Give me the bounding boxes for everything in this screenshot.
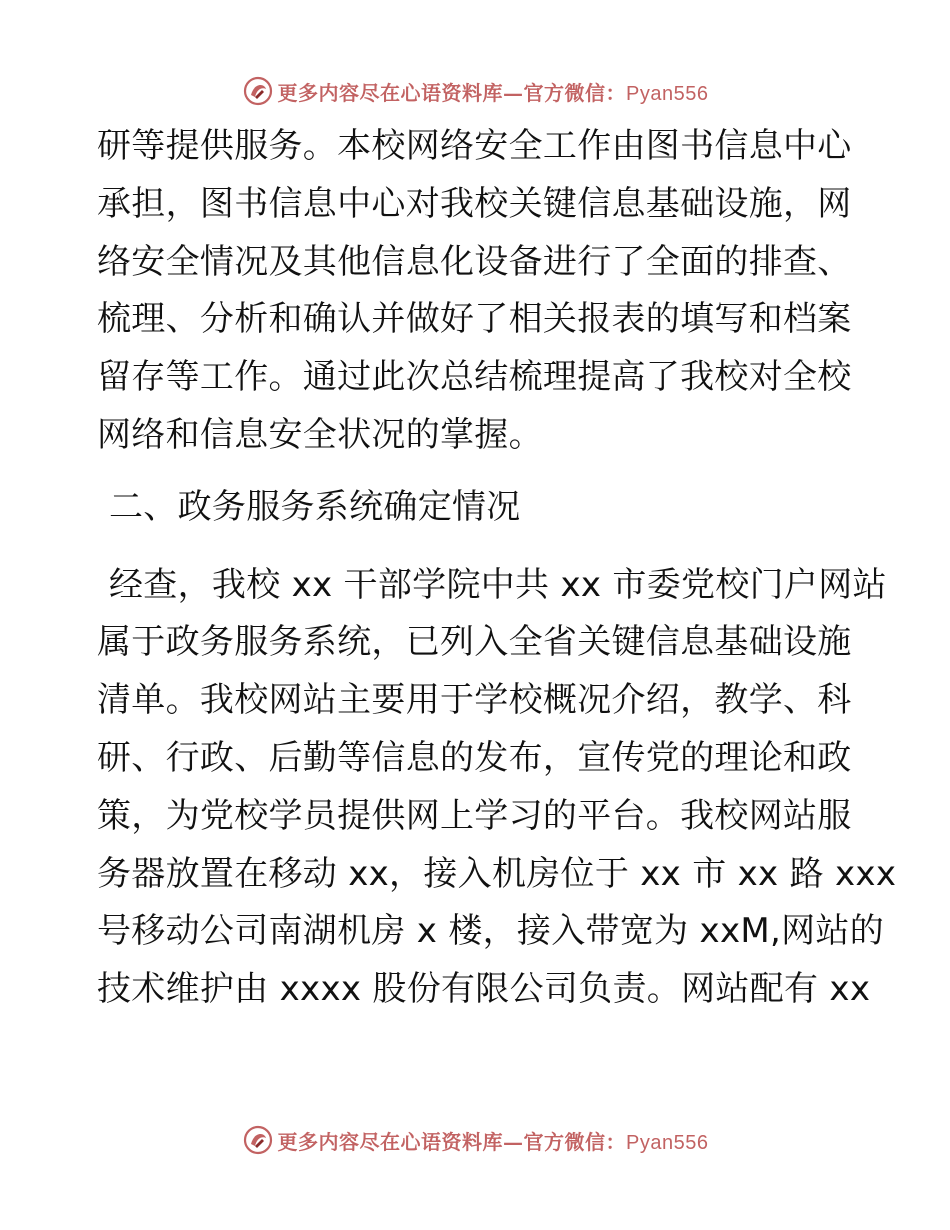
- swirl-logo-icon: [242, 75, 274, 107]
- document-body: [97, 118, 897, 1019]
- text-line: 研等提供服务。本校网络安全工作由图书信息中心: [97, 126, 852, 166]
- header-watermark: [0, 74, 950, 108]
- text-line: 承担，图书信息中心对我校关键信息基础设施，网: [97, 183, 852, 224]
- text-line: 网络和信息安全状况的掌握。: [97, 414, 543, 455]
- text-line: 留存等工作。通过此次总结梳理提高了我校对全校: [97, 357, 852, 398]
- swirl-logo-icon: [242, 1124, 274, 1156]
- text-line: 务器放置在移动 xx，接入机房位于 xx 市 xx 路 xxx: [97, 853, 897, 894]
- text-line: 络安全情况及其他信息化设备进行了全面的排查、: [97, 241, 852, 282]
- section-heading: [97, 479, 857, 537]
- text-line: 技术维护由 xxxx 股份有限公司负责。网站配有 xx: [97, 969, 871, 1010]
- footer-watermark: [0, 1123, 950, 1157]
- text-line: 研、行政、后勤等信息的发布，宣传党的理论和政: [97, 737, 852, 778]
- paragraph-1: [97, 118, 857, 465]
- paragraph-2: [97, 557, 897, 1019]
- text-line: 梳理、分析和确认并做好了相关报表的填写和档案: [97, 299, 852, 340]
- text-line: 经查，我校 xx 干部学院中共 xx 市委党校门户网站: [109, 564, 887, 605]
- text-line: 清单。我校网站主要用于学校概况介绍，教学、科: [97, 680, 852, 721]
- text-line: 号移动公司南湖机房 x 楼，接入带宽为 xxM,网站的: [97, 911, 885, 952]
- watermark-handle: Pyan556: [626, 1131, 709, 1154]
- watermark-text: 更多内容尽在心语资料库—官方微信：Pyan556: [277, 80, 709, 105]
- text-line: 策，为党校学员提供网上学习的平台。我校网站服: [97, 795, 852, 836]
- watermark-text: 更多内容尽在心语资料库—官方微信：Pyan556: [277, 1129, 709, 1154]
- watermark-handle: Pyan556: [626, 82, 709, 105]
- heading-text: 二、政务服务系统确定情况: [109, 486, 521, 527]
- text-line: 属于政务服务系统，已列入全省关键信息基础设施: [97, 622, 852, 663]
